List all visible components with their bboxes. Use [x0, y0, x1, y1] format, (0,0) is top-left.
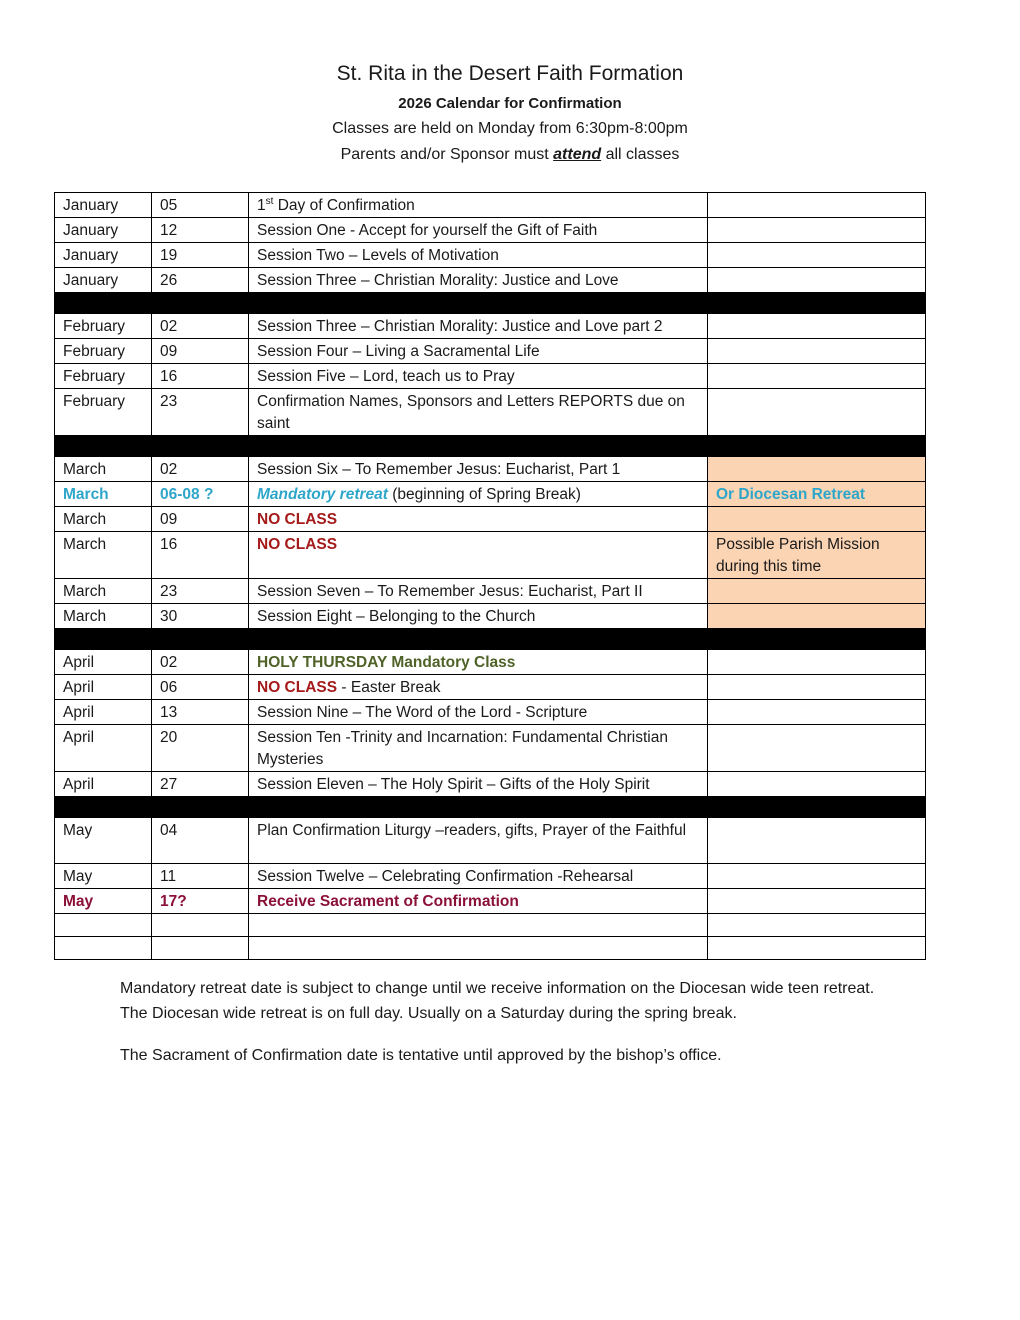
month-cell: February	[55, 314, 152, 339]
table-row	[55, 507, 926, 532]
table-row	[55, 818, 926, 864]
day-cell: 04	[152, 818, 249, 864]
month-cell: March	[55, 532, 152, 579]
event-cell: Session Ten -Trinity and Incarnation: Fundamental Christian Mysteries	[249, 725, 708, 772]
day-cell: 09	[152, 507, 249, 532]
day-cell: 20	[152, 725, 249, 772]
event-cell: Session Seven – To Remember Jesus: Eucharist, Part II	[249, 579, 708, 604]
event-cell: Session Three – Christian Morality: Justice and Love	[249, 268, 708, 293]
table-row	[55, 243, 926, 268]
table-row	[55, 650, 926, 675]
day-cell: 26	[152, 268, 249, 293]
month-separator	[55, 436, 926, 457]
day-cell: 27	[152, 772, 249, 797]
month-cell: March	[55, 507, 152, 532]
note-cell	[708, 700, 926, 725]
note-cell	[708, 314, 926, 339]
event-cell: Session One - Accept for yourself the Gift of Faith	[249, 218, 708, 243]
day-cell: 23	[152, 579, 249, 604]
month-cell: May	[55, 818, 152, 864]
day-cell: 13	[152, 700, 249, 725]
month-cell: January	[55, 218, 152, 243]
note-cell	[708, 364, 926, 389]
month-cell: March	[55, 579, 152, 604]
month-cell: April	[55, 650, 152, 675]
month-cell: February	[55, 339, 152, 364]
table-row	[55, 314, 926, 339]
event-cell: Receive Sacrament of Confirmation	[249, 889, 708, 914]
confirmation-note: The Sacrament of Confirmation date is tentative until approved by the bishop’s office.	[120, 1047, 722, 1064]
table-row	[55, 482, 926, 507]
day-cell: 02	[152, 650, 249, 675]
note-cell	[708, 457, 926, 482]
event-cell: Session Nine – The Word of the Lord - Scripture	[249, 700, 708, 725]
table-row	[55, 364, 926, 389]
event-cell: Session Twelve – Celebrating Confirmation -Rehearsal	[249, 864, 708, 889]
note-cell	[708, 268, 926, 293]
table-row	[55, 339, 926, 364]
event-cell: Session Six – To Remember Jesus: Eucharist, Part 1	[249, 457, 708, 482]
table-row	[55, 772, 926, 797]
month-cell: February	[55, 389, 152, 436]
note-cell: Possible Parish Mission during this time	[708, 532, 926, 579]
note-cell	[708, 193, 926, 218]
event-cell: Session Two – Levels of Motivation	[249, 243, 708, 268]
table-row	[55, 725, 926, 772]
month-cell: May	[55, 864, 152, 889]
table-row	[55, 604, 926, 629]
month-cell: January	[55, 193, 152, 218]
page-title: St. Rita in the Desert Faith Formation	[336, 62, 684, 85]
month-separator	[55, 797, 926, 818]
table-row	[55, 700, 926, 725]
note-cell	[708, 339, 926, 364]
table-row	[55, 579, 926, 604]
day-cell: 30	[152, 604, 249, 629]
calendar-table	[54, 192, 926, 960]
event-cell: NO CLASS	[249, 532, 708, 579]
note-cell	[708, 650, 926, 675]
event-cell: HOLY THURSDAY Mandatory Class	[249, 650, 708, 675]
table-row	[55, 268, 926, 293]
table-row	[55, 389, 926, 436]
event-cell: Confirmation Names, Sponsors and Letters REPORTS due on saint	[249, 389, 708, 436]
event-cell: Session Three – Christian Morality: Justice and Love part 2	[249, 314, 708, 339]
table-row	[55, 457, 926, 482]
table-row	[55, 889, 926, 914]
event-cell: Session Eight – Belonging to the Church	[249, 604, 708, 629]
event-cell: Mandatory retreat (beginning of Spring Break)	[249, 482, 708, 507]
month-cell: March	[55, 604, 152, 629]
note-cell	[708, 389, 926, 436]
note-cell	[708, 725, 926, 772]
day-cell: 16	[152, 532, 249, 579]
attendance-text: Parents and/or Sponsor must attend all classes	[340, 146, 680, 163]
note-cell	[708, 604, 926, 629]
event-cell: Plan Confirmation Liturgy –readers, gifts, Prayer of the Faithful	[249, 818, 708, 864]
event-cell: Session Four – Living a Sacramental Life	[249, 339, 708, 364]
month-cell: January	[55, 268, 152, 293]
note-cell	[708, 772, 926, 797]
event-cell: Session Eleven – The Holy Spirit – Gifts of the Holy Spirit	[249, 772, 708, 797]
note-cell: Or Diocesan Retreat	[708, 482, 926, 507]
retreat-note: Mandatory retreat date is subject to change until we receive information on the Diocesan wide teen retreat. The Diocesan wide retreat is on full day. Usually on a Saturday during the spring break.	[120, 980, 875, 1022]
note-cell	[708, 218, 926, 243]
note-cell	[708, 889, 926, 914]
day-cell: 17?	[152, 889, 249, 914]
day-cell: 02	[152, 314, 249, 339]
event-cell: Session Five – Lord, teach us to Pray	[249, 364, 708, 389]
table-row	[55, 675, 926, 700]
day-cell: 05	[152, 193, 249, 218]
class-schedule-text: Classes are held on Monday from 6:30pm-8:00pm	[332, 120, 688, 137]
day-cell: 12	[152, 218, 249, 243]
note-cell	[708, 864, 926, 889]
day-cell: 06	[152, 675, 249, 700]
month-cell: January	[55, 243, 152, 268]
event-cell: NO CLASS - Easter Break	[249, 675, 708, 700]
month-cell: April	[55, 700, 152, 725]
day-cell: 23	[152, 389, 249, 436]
month-cell: April	[55, 725, 152, 772]
month-cell: March	[55, 457, 152, 482]
month-cell: April	[55, 772, 152, 797]
month-separator	[55, 293, 926, 314]
table-row	[55, 193, 926, 218]
day-cell: 19	[152, 243, 249, 268]
page-subtitle: 2026 Calendar for Confirmation	[398, 95, 622, 112]
table-row	[55, 532, 926, 579]
day-cell: 11	[152, 864, 249, 889]
table-row	[55, 864, 926, 889]
day-cell: 09	[152, 339, 249, 364]
day-cell: 02	[152, 457, 249, 482]
note-cell	[708, 818, 926, 864]
event-cell: 1st Day of Confirmation	[249, 193, 708, 218]
note-cell	[708, 507, 926, 532]
month-separator	[55, 629, 926, 650]
month-cell: February	[55, 364, 152, 389]
table-row	[55, 218, 926, 243]
month-cell: May	[55, 889, 152, 914]
day-cell: 06-08 ?	[152, 482, 249, 507]
note-cell	[708, 675, 926, 700]
empty-row	[55, 914, 926, 937]
note-cell	[708, 579, 926, 604]
empty-row	[55, 937, 926, 960]
month-cell: March	[55, 482, 152, 507]
note-cell	[708, 243, 926, 268]
day-cell: 16	[152, 364, 249, 389]
month-cell: April	[55, 675, 152, 700]
event-cell: NO CLASS	[249, 507, 708, 532]
